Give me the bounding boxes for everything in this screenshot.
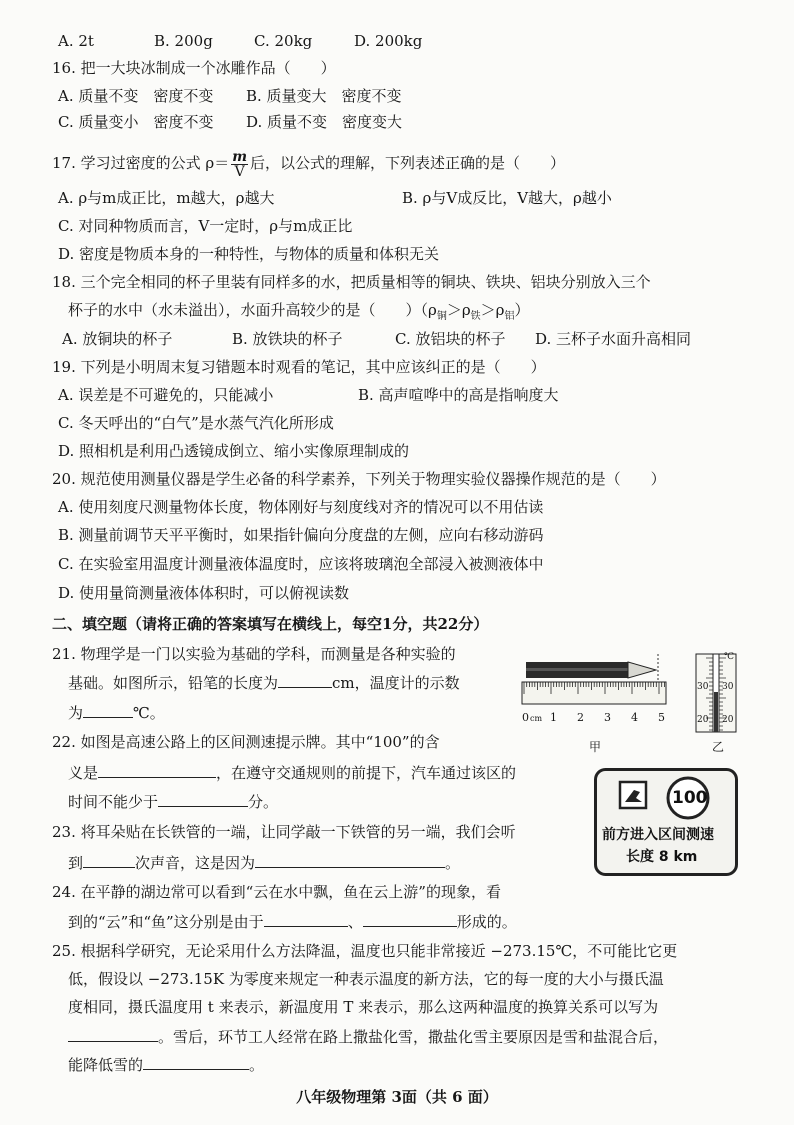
q24-line2 xyxy=(68,911,517,931)
rho-sub-iron: 铁 xyxy=(470,311,481,322)
q25-line4-post: 。雪后，环节工人经常在路上撒盐化雪，撒盐化雪主要原因是雪和盐混合后， xyxy=(158,1028,669,1046)
q25-line5-post: 。 xyxy=(249,1056,265,1074)
answer-blank-min-time[interactable] xyxy=(158,791,248,807)
q17-stem-post: 后，以公式的理解，下列表述正确的是（ ） xyxy=(250,154,566,172)
pencil-tip xyxy=(628,662,656,678)
q18-options xyxy=(62,329,691,349)
ruler-tick-label-5: 5 xyxy=(658,711,665,724)
q25-line2: 低，假设以 −273.15K 为零度来规定一种表示温度的新方法，它的每一度的大小与摄氏温 xyxy=(68,970,664,988)
thermometer-label-left-30: 30 xyxy=(697,682,709,692)
q16-option-b: B. 质量变大 密度不变 xyxy=(246,87,402,105)
speed-sign-figure xyxy=(594,768,738,876)
ruler-caption: 甲 xyxy=(589,740,602,754)
q22-line3-post: 分。 xyxy=(248,793,279,811)
q15-option-d: D. 200kg xyxy=(354,32,423,50)
fraction-numerator: m xyxy=(232,148,248,165)
q15-option-c: C. 20kg xyxy=(254,32,313,50)
q17-stem xyxy=(52,148,565,178)
q16-stem: 16. 把一大块冰制成一个冰雕作品（ ） xyxy=(52,59,336,77)
q18-option-a: A. 放铜块的杯子 xyxy=(62,330,173,348)
answer-blank-pencil-length[interactable] xyxy=(278,672,332,688)
q18-stem2-pre: 杯子的水中（水未溢出），水面升高较少的是（ ）（ρ xyxy=(68,301,437,319)
thermometer-liquid xyxy=(714,692,718,732)
q21-line2-pre: 基础。如图所示，铅笔的长度为 xyxy=(68,674,279,692)
answer-blank-sound-count[interactable] xyxy=(83,852,135,868)
rho-sub-copper: 铜 xyxy=(436,311,447,322)
answer-blank-sound-reason[interactable] xyxy=(255,852,445,868)
q19-option-c: C. 冬天呼出的“白气”是水蒸气汽化所形成 xyxy=(58,414,334,432)
ruler-tick-label-1: 1 xyxy=(550,711,557,724)
q18-option-d: D. 三杯子水面升高相同 xyxy=(535,330,692,348)
q20-stem: 20. 规范使用测量仪器是学生必备的科学素养，下列关于物理实验仪器操作规范的是（ ） xyxy=(52,470,666,488)
q15-options xyxy=(58,31,422,51)
q22-line2-pre: 义是 xyxy=(68,764,99,782)
thermometer-label-right-30: 30 xyxy=(722,682,734,692)
q17-option-a: A. ρ与m成正比，m越大，ρ越大 xyxy=(58,189,275,207)
q19-option-b: B. 高声喧哗中的高是指响度大 xyxy=(358,386,559,404)
q16-options-row2 xyxy=(58,112,402,132)
q16-option-c: C. 质量变小 密度不变 xyxy=(58,113,214,131)
answer-blank-cloud[interactable] xyxy=(264,911,348,927)
q18-option-c: C. 放铝块的杯子 xyxy=(395,330,506,348)
ruler-unit-label: cm xyxy=(530,714,543,723)
q15-option-a: A. 2t xyxy=(58,32,94,50)
density-fraction xyxy=(231,150,248,179)
q20-option-b: B. 测量前调节天平平衡时，如果指针偏向分度盘的左侧，应向右移动游码 xyxy=(58,526,544,544)
thermometer-caption: 乙 xyxy=(712,740,725,754)
q24-line2-post: 形成的。 xyxy=(456,913,517,931)
q25-line3: 度相同，摄氏温度用 t 来表示，新温度用 T 来表示，那么这两种温度的换算关系可以写为 xyxy=(68,998,659,1016)
ruler-tick-label-0: 0 xyxy=(522,711,529,724)
q22-line2 xyxy=(68,762,516,782)
ruler-tick-label-4: 4 xyxy=(631,711,638,724)
answer-blank-fish[interactable] xyxy=(363,911,457,927)
q25-line5 xyxy=(68,1054,264,1074)
q17-stem-pre: 17. 学习过密度的公式 ρ＝ xyxy=(52,154,230,172)
q16-option-a: A. 质量不变 密度不变 xyxy=(58,87,214,105)
q17-options-row1 xyxy=(58,188,612,208)
q20-option-a: A. 使用刻度尺测量物体长度，物体刚好与刻度线对齐的情况可以不用估读 xyxy=(58,498,544,516)
page-footer: 八年级物理第 3面（共 6 面） xyxy=(296,1088,498,1106)
answer-blank-thermometer[interactable] xyxy=(83,702,133,718)
sign-text-line2: 长度 8 km xyxy=(626,849,698,865)
ruler-figure xyxy=(520,650,680,730)
answer-blank-conversion[interactable] xyxy=(68,1026,158,1042)
ruler-tick-label-3: 3 xyxy=(604,711,611,724)
q25-line5-pre: 能降低雪的 xyxy=(68,1056,144,1074)
q19-option-a: A. 误差是不可避免的，只能减小 xyxy=(58,386,274,404)
answer-blank-melting-point[interactable] xyxy=(143,1054,249,1070)
q25-line4 xyxy=(68,1026,668,1046)
q23-line2-mid: 次声音，这是因为 xyxy=(135,854,256,872)
thermometer-unit-label: ℃ xyxy=(724,652,735,662)
q21-line2 xyxy=(68,672,460,692)
q15-option-b: B. 200g xyxy=(154,32,213,50)
q20-option-c: C. 在实验室用温度计测量液体温度时，应该将玻璃泡全部浸入被测液体中 xyxy=(58,555,544,573)
q20-option-d: D. 使用量筒测量液体体积时，可以俯视读数 xyxy=(58,584,350,602)
q24-line2-pre: 到的“云”和“鱼”这分别是由于 xyxy=(68,913,264,931)
q23-line2-post: 。 xyxy=(445,854,461,872)
thermometer-label-left-20: 20 xyxy=(697,715,709,725)
q16-options-row1 xyxy=(58,86,402,106)
q24-line2-mid: 、 xyxy=(347,913,363,931)
q21-line3-pre: 为 xyxy=(68,704,84,722)
q18-stem2-post: ） xyxy=(514,301,530,319)
q22-line1: 22. 如图是高速公路上的区间测速提示牌。其中“100”的含 xyxy=(52,733,440,751)
q22-line3 xyxy=(68,791,278,811)
thermometer-label-right-20: 20 xyxy=(722,715,734,725)
thermometer-figure xyxy=(690,652,742,734)
q25-line1: 25. 根据科学研究，无论采用什么方法降温，温度也只能非常接近 −273.15℃，不可能比它更 xyxy=(52,942,678,960)
q16-option-d: D. 质量不变 密度变大 xyxy=(246,113,403,131)
fraction-denominator: V xyxy=(234,163,245,180)
q17-option-d: D. 密度是物质本身的一种特性，与物体的质量和体积无关 xyxy=(58,245,440,263)
speed-limit-number: 100 xyxy=(672,788,708,808)
q19-options-row1 xyxy=(58,385,559,405)
q19-option-d: D. 照相机是利用凸透镜成倒立、缩小实像原理制成的 xyxy=(58,442,410,460)
q21-line1: 21. 物理学是一门以实验为基础的学科，而测量是各种实验的 xyxy=(52,645,456,663)
q23-line1: 23. 将耳朵贴在长铁管的一端，让同学敲一下铁管的另一端，我们会听 xyxy=(52,823,516,841)
q22-line3-pre: 时间不能少于 xyxy=(68,793,159,811)
q18-stem-line2 xyxy=(68,300,530,320)
q21-line3-post: ℃。 xyxy=(133,704,165,722)
q21-line3 xyxy=(68,702,165,722)
q18-gt1: ＞ρ xyxy=(446,301,471,319)
answer-blank-sign-meaning[interactable] xyxy=(98,762,216,778)
q22-line2-post: ，在遵守交通规则的前提下，汽车通过该区的 xyxy=(216,764,517,782)
q24-line1: 24. 在平静的湖边常可以看到“云在水中飘，鱼在云上游”的现象，看 xyxy=(52,883,501,901)
q17-option-b: B. ρ与V成反比，V越大，ρ越小 xyxy=(402,189,612,207)
q18-stem-line1: 18. 三个完全相同的杯子里装有同样多的水，把质量相等的铜块、铁块、铝块分别放入三个 xyxy=(52,273,651,291)
q23-line2-pre: 到 xyxy=(68,854,84,872)
q21-line2-mid: cm，温度计的示数 xyxy=(332,674,460,692)
q19-stem: 19. 下列是小明周末复习错题本时观看的笔记，其中应该纠正的是（ ） xyxy=(52,358,546,376)
pencil-stripe xyxy=(526,668,628,671)
sign-text-line1: 前方进入区间测速 xyxy=(602,827,714,843)
section-fill-in-title: 二、填空题（请将正确的答案填写在横线上，每空1分，共22分） xyxy=(52,615,489,633)
q18-option-b: B. 放铁块的杯子 xyxy=(232,330,343,348)
rho-sub-aluminum: 铝 xyxy=(504,311,515,322)
ruler-pencil-drawing xyxy=(520,650,680,730)
q23-line2 xyxy=(68,852,460,872)
ruler-tick-label-2: 2 xyxy=(577,711,584,724)
q17-option-c: C. 对同种物质而言，V一定时，ρ与m成正比 xyxy=(58,217,353,235)
q18-gt2: ＞ρ xyxy=(480,301,505,319)
